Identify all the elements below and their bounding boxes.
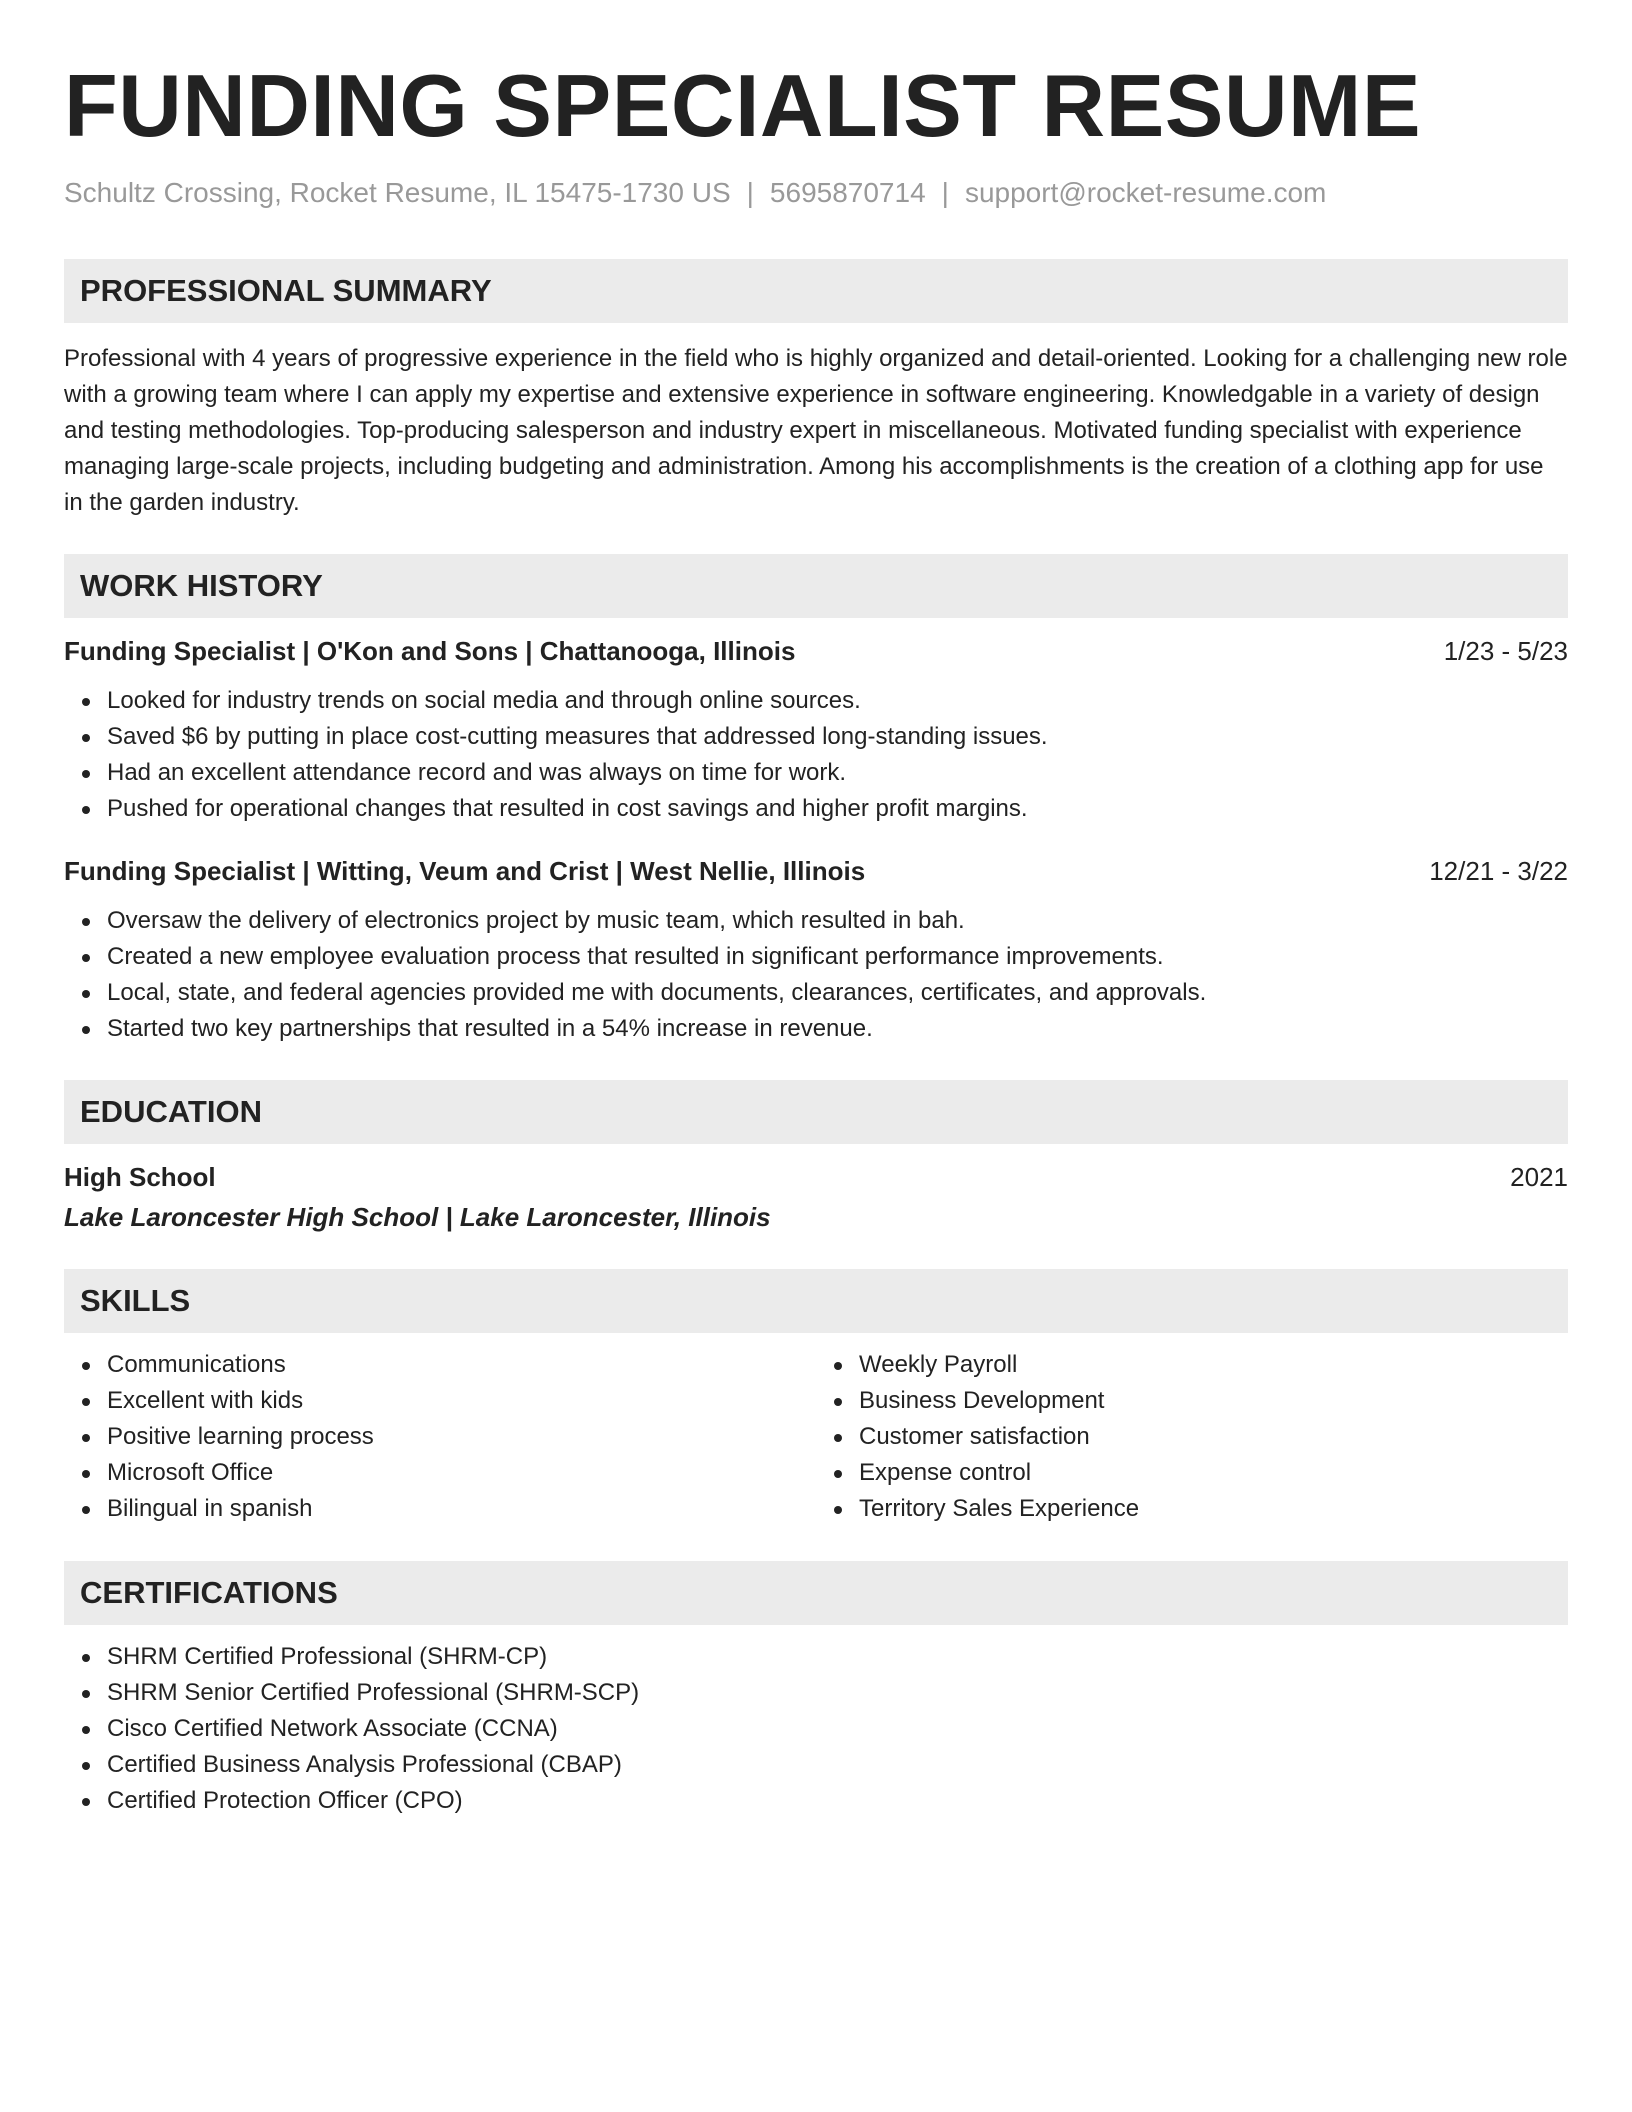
job-bullet: Oversaw the delivery of electronics project by music team, which resulted in bah. xyxy=(107,903,1568,939)
certifications-heading: CERTIFICATIONS xyxy=(64,1561,1568,1625)
skill-item: Communications xyxy=(107,1347,816,1383)
education-year: 2021 xyxy=(1510,1162,1568,1192)
resume-title: FUNDING SPECIALIST RESUME xyxy=(64,56,1422,155)
job-bullet: Created a new employee evaluation process that resulted in significant performance improvements. xyxy=(107,939,1568,975)
certifications-list xyxy=(64,1639,1568,1819)
job-entry xyxy=(64,633,1568,827)
work-history-heading: WORK HISTORY xyxy=(64,554,1568,618)
job-bullet: Started two key partnerships that resulted in a 54% increase in revenue. xyxy=(107,1011,1568,1047)
education-degree: High School xyxy=(64,1162,216,1192)
skills-list-left xyxy=(64,1347,816,1527)
job-title: Funding Specialist | O'Kon and Sons | Chattanooga, Illinois xyxy=(64,636,796,666)
skill-item: Weekly Payroll xyxy=(859,1347,1568,1383)
certification-item: Certified Business Analysis Professional (CBAP) xyxy=(107,1747,1568,1783)
certification-item: Cisco Certified Network Associate (CCNA) xyxy=(107,1711,1568,1747)
certification-item: SHRM Certified Professional (SHRM-CP) xyxy=(107,1639,1568,1675)
education-school: Lake Laroncester High School | Lake Laroncester, Illinois xyxy=(64,1202,771,1232)
job-bullets xyxy=(64,903,1568,1047)
job-dates: 1/23 - 5/23 xyxy=(1443,636,1568,666)
summary-heading: PROFESSIONAL SUMMARY xyxy=(64,259,1568,323)
job-bullet: Local, state, and federal agencies provided me with documents, clearances, certificates, and approvals. xyxy=(107,975,1568,1011)
skill-item: Territory Sales Experience xyxy=(859,1491,1568,1527)
job-entry xyxy=(64,853,1568,1047)
skill-item: Customer satisfaction xyxy=(859,1419,1568,1455)
skills-grid xyxy=(64,1333,1568,1527)
contact-email: support@rocket-resume.com xyxy=(964,177,1327,208)
job-dates: 12/21 - 3/22 xyxy=(1429,856,1568,886)
job-title: Funding Specialist | Witting, Veum and Crist | West Nellie, Illinois xyxy=(64,856,866,886)
job-header xyxy=(64,633,1568,669)
skill-item: Business Development xyxy=(859,1383,1568,1419)
contact-phone: 5695870714 xyxy=(769,177,926,208)
education-entry xyxy=(64,1159,1568,1235)
job-bullet: Saved $6 by putting in place cost-cutting measures that addressed long-standing issues. xyxy=(107,719,1568,755)
skill-item: Bilingual in spanish xyxy=(107,1491,816,1527)
contact-separator: | xyxy=(941,177,949,208)
certification-item: SHRM Senior Certified Professional (SHRM-SCP) xyxy=(107,1675,1568,1711)
summary-text: Professional with 4 years of progressive experience in the field who is highly organized and detail-oriented. Looking for a challenging new role with a growing team where I can apply my expertise and extensive experience in software engineering. Knowledgable in a variety of design and testing methodologies. Top-producing salesperson and industry expert in miscellaneous. Motivated funding specialist with experience managing large-scale projects, including budgeting and administration. Among his accomplishments is the creation of a clothing app for use in the garden industry. xyxy=(64,345,1568,516)
skill-item: Excellent with kids xyxy=(107,1383,816,1419)
education-heading: EDUCATION xyxy=(64,1080,1568,1144)
skill-item: Microsoft Office xyxy=(107,1455,816,1491)
certification-item: Certified Protection Officer (CPO) xyxy=(107,1783,1568,1819)
education-header xyxy=(64,1159,1568,1195)
skill-item: Expense control xyxy=(859,1455,1568,1491)
job-bullet: Had an excellent attendance record and was always on time for work. xyxy=(107,755,1568,791)
job-bullet: Looked for industry trends on social media and through online sources. xyxy=(107,683,1568,719)
skills-list-right xyxy=(816,1347,1568,1527)
job-bullets xyxy=(64,683,1568,827)
skill-item: Positive learning process xyxy=(107,1419,816,1455)
contact-separator: | xyxy=(746,177,754,208)
contact-line xyxy=(64,176,1568,210)
contact-address: Schultz Crossing, Rocket Resume, IL 15475-1730 US xyxy=(64,177,731,208)
job-header xyxy=(64,853,1568,889)
skills-heading: SKILLS xyxy=(64,1269,1568,1333)
job-bullet: Pushed for operational changes that resulted in cost savings and higher profit margins. xyxy=(107,791,1568,827)
